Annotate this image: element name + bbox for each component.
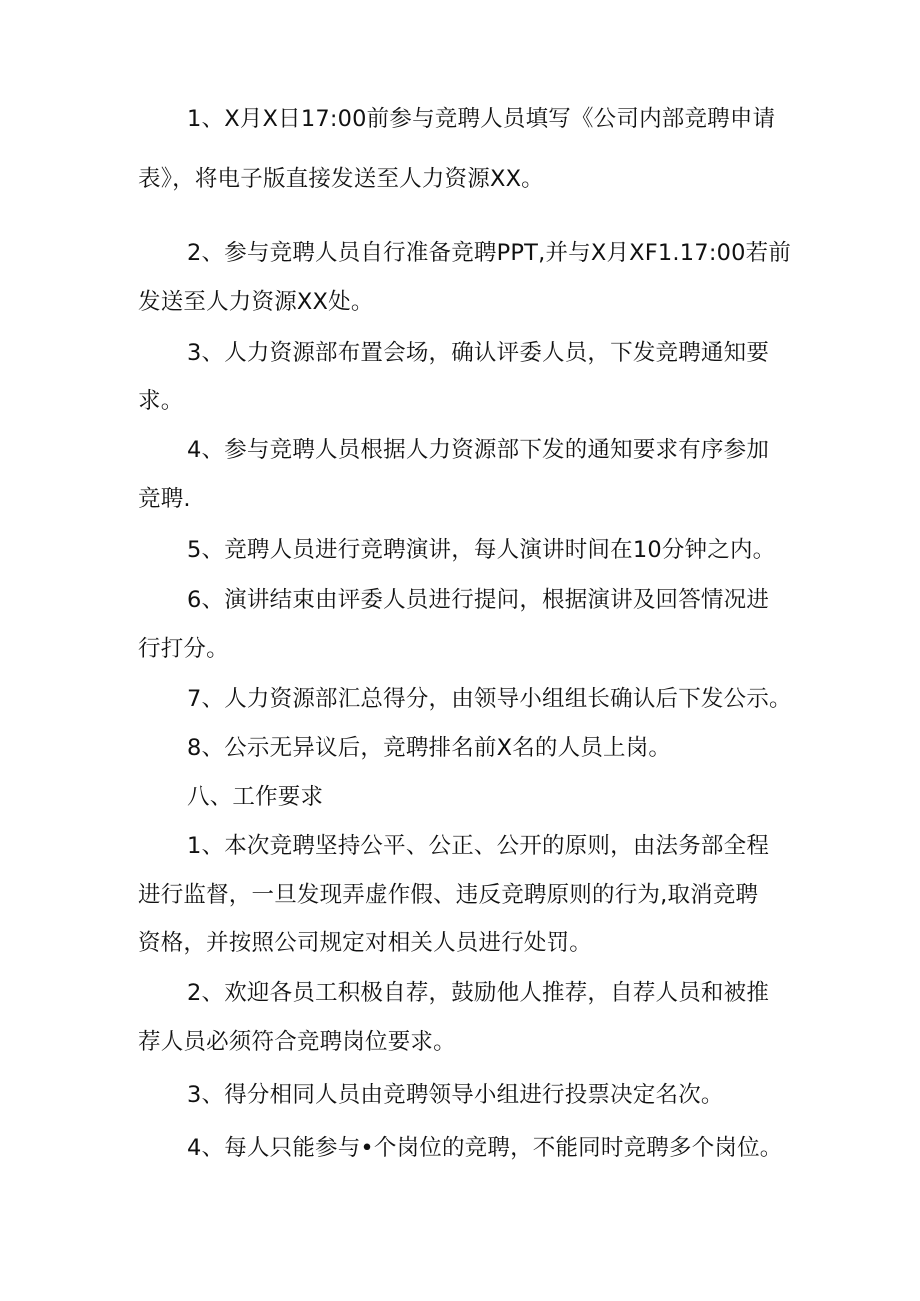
paragraph-line: 4、每人只能参与•个岗位的竞聘，不能同时竞聘多个岗位。	[187, 1135, 783, 1161]
paragraph-line: 8、公示无异议后，竞聘排名前X名的人员上岗。	[187, 735, 672, 761]
paragraph-line: 荐人员必须符合竞聘岗位要求。	[138, 1029, 456, 1055]
paragraph-line: 2、参与竞聘人员自行准备竞聘PPT,并与X月XF1.17:00若前	[187, 240, 792, 266]
paragraph-line: 求。	[138, 388, 184, 414]
paragraph-line: 3、得分相同人员由竞聘领导小组进行投票决定名次。	[187, 1082, 724, 1108]
paragraph-line: 1、X月X日17:00前参与竞聘人员填写《公司内部竞聘申请	[187, 106, 776, 132]
paragraph-line: 1、本次竞聘坚持公平、公正、公开的原则，由法务部全程	[187, 833, 770, 859]
paragraph-line: 4、参与竞聘人员根据人力资源部下发的通知要求有序参加	[187, 437, 770, 463]
paragraph-line: 6、演讲结束由评委人员进行提问，根据演讲及回答情况进	[187, 587, 770, 613]
paragraph-line: 竞聘.	[138, 486, 191, 512]
paragraph-line: 行打分。	[138, 636, 229, 662]
paragraph-line: 发送至人力资源XX处。	[138, 289, 374, 315]
paragraph-line: 3、人力资源部布置会场，确认评委人员，下发竞聘通知要	[187, 340, 770, 366]
paragraph-line: 资格，并按照公司规定对相关人员进行处罚。	[138, 930, 593, 956]
paragraph-line: 进行监督，一旦发现弄虚作假、违反竞聘原则的行为,取消竞聘	[138, 882, 759, 908]
section-heading: 八、工作要求	[187, 784, 324, 810]
paragraph-line: 7、人力资源部汇总得分，由领导小组组长确认后下发公示。	[187, 686, 792, 712]
paragraph-line: 2、欢迎各员工积极自荐，鼓励他人推荐，自荐人员和被推	[187, 980, 770, 1006]
paragraph-line: 5、竞聘人员进行竞聘演讲，每人演讲时间在10分钟之内。	[187, 537, 776, 563]
paragraph-line: 表》，将电子版直接发送至人力资源XX。	[138, 166, 544, 192]
